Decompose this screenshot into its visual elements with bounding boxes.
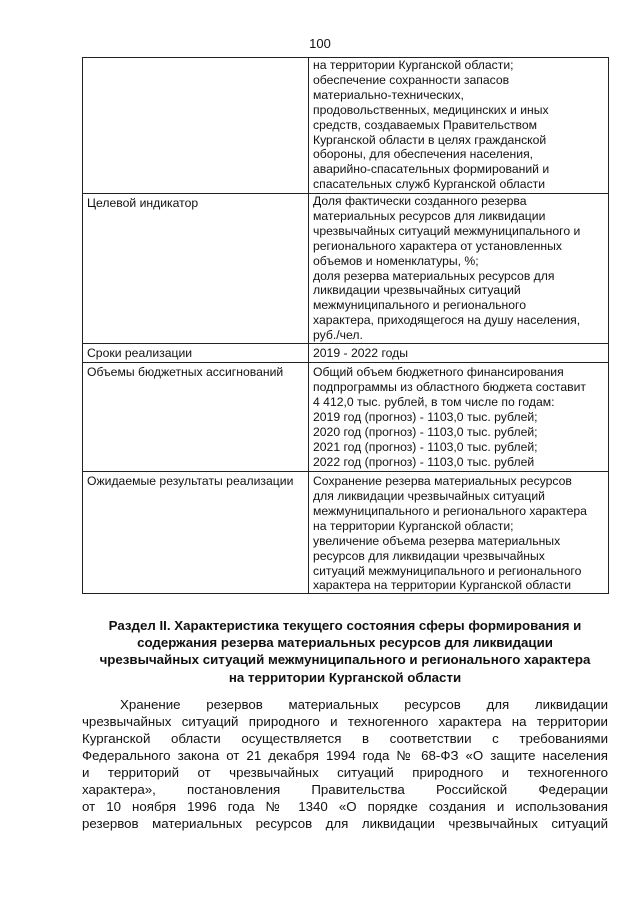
section-heading: [80, 617, 610, 686]
body-line: от 10 ноября 1996 года № 1340 «О порядке создания и использования: [82, 799, 608, 814]
body-line: Хранение резервов материальных ресурсов для ликвидации: [120, 697, 608, 712]
value-line: материально-технических,: [313, 87, 464, 102]
table-row: [83, 344, 609, 363]
value-line: для ликвидации чрезвычайных ситуаций: [313, 488, 545, 503]
value-line: ресурсов для ликвидации чрезвычайных: [313, 548, 545, 563]
body-line: Федерального закона от 21 декабря 1994 года № 68-ФЗ «О защите населения: [82, 748, 608, 763]
body-line: и территорий от чрезвычайных ситуаций природного и техногенного: [82, 765, 608, 780]
value-line: 2021 год (прогноз) - 1103,0 тыс. рублей;: [313, 439, 538, 454]
value-line: увеличение объема резерва материальных: [313, 533, 561, 548]
value-line: межмуниципального и регионального: [313, 298, 527, 313]
value-line: спасательных служб Курганской области: [313, 177, 546, 192]
value-line: материальных ресурсов для ликвидации: [313, 208, 546, 223]
row-value-cell: [309, 472, 609, 594]
section-heading-line: чрезвычайных ситуаций межмуниципального и регионального характера: [99, 652, 591, 668]
table-row: [83, 194, 609, 344]
value-line: Доля фактически созданного резерва: [313, 194, 527, 208]
value-line: чрезвычайных ситуаций межмуниципального и: [313, 223, 581, 238]
row-label-cell: [83, 344, 309, 363]
value-line: подпрограммы из областного бюджета составит: [313, 379, 586, 394]
value-line: 4 412,0 тыс. рублей, в том числе по годам:: [313, 394, 555, 409]
value-line: руб./чел.: [313, 328, 363, 343]
value-line: обороны, для обеспечения населения,: [313, 147, 534, 162]
value-line: на территории Курганской области;: [313, 58, 514, 72]
body-line: резервов материальных ресурсов для ликвидации чрезвычайных ситуаций: [82, 816, 608, 831]
body-line: Курганской области осуществляется в соответствии с требованиями: [82, 731, 608, 746]
row-label: Целевой индикатор: [87, 196, 199, 210]
body-line: характера», постановления Правительства Российской Федерации: [82, 782, 608, 797]
table-row: [83, 472, 609, 594]
value-line: ликвидации чрезвычайных ситуаций: [313, 283, 521, 298]
value-line: аварийно-спасательных формирований и: [313, 162, 550, 177]
value-line: Сохранение резерва материальных ресурсов: [313, 474, 572, 489]
table-row: [83, 363, 609, 472]
row-value-cell: [309, 344, 609, 363]
value-line: регионального характера от установленных: [313, 238, 562, 253]
row-label-cell: [83, 194, 309, 344]
section-heading-line: Раздел II. Характеристика текущего состояния сферы формирования и: [108, 618, 582, 633]
value-line: межмуниципального и регионального характера: [313, 503, 587, 518]
subprogram-passport-table: [82, 57, 609, 594]
value-line: Общий объем бюджетного финансирования: [313, 365, 564, 380]
value-line: 2020 год (прогноз) - 1103,0 тыс. рублей;: [313, 424, 538, 439]
row-value-cell: [309, 58, 609, 194]
row-label: [87, 58, 305, 60]
row-value-cell: [309, 194, 609, 344]
value-line: 2022 год (прогноз) - 1103,0 тыс. рублей: [313, 454, 535, 469]
body-line: чрезвычайных ситуаций природного и техногенного характера на территории: [82, 714, 608, 729]
value-line: продовольственных, медицинских и иных: [313, 102, 549, 117]
section-heading-line: на территории Курганской области: [228, 669, 462, 685]
page-number: 100: [309, 36, 331, 51]
row-label-cell: [83, 363, 309, 472]
row-label: Ожидаемые результаты реализации: [87, 474, 294, 489]
table-row: [83, 58, 609, 194]
value-line: характера, приходящегося на душу населения,: [313, 313, 581, 328]
value-line: обеспечение сохранности запасов: [313, 72, 510, 87]
section-heading-line: содержания резерва материальных ресурсов для ликвидации: [137, 635, 553, 651]
value-line: средств, создаваемых Правительством: [313, 117, 538, 132]
value-line: на территории Курганской области;: [313, 518, 514, 533]
value-line: объемов и номенклатуры, %;: [313, 253, 479, 268]
row-label: Сроки реализации: [87, 346, 193, 361]
value-line: ситуаций межмуниципального и регионального: [313, 563, 582, 578]
value-line: Курганской области в целях гражданской: [313, 132, 547, 147]
value-line: 2019 - 2022 годы: [313, 346, 409, 361]
row-label-cell: [83, 58, 309, 194]
value-line: доля резерва материальных ресурсов для: [313, 268, 555, 283]
row-label-cell: [83, 472, 309, 594]
value-line: 2019 год (прогноз) - 1103,0 тыс. рублей;: [313, 409, 538, 424]
row-value-cell: [309, 363, 609, 472]
row-label: Объемы бюджетных ассигнований: [87, 365, 284, 380]
value-line: характера на территории Курганской области: [313, 578, 572, 593]
body-paragraph: [82, 696, 608, 832]
